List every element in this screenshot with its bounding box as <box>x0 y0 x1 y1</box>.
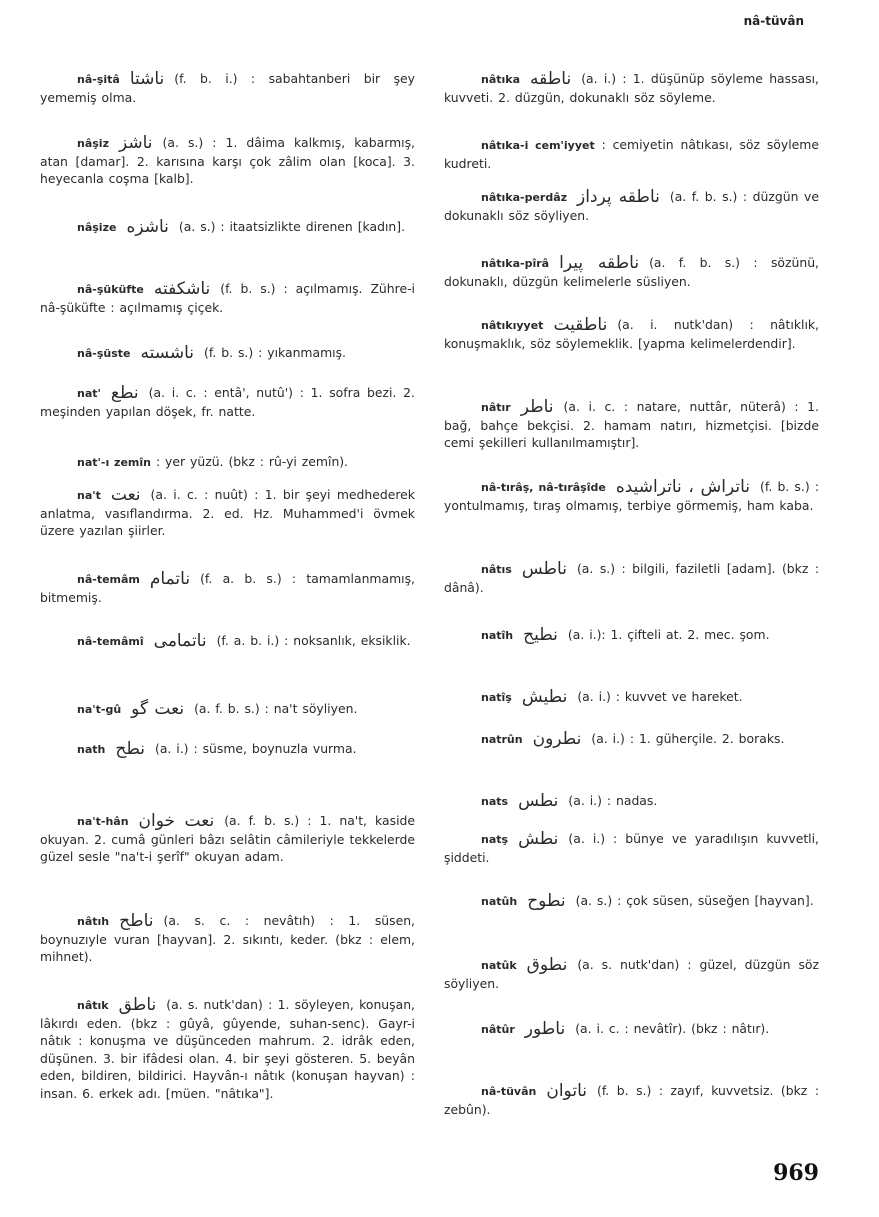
entry-headword: nâ-şüste <box>77 347 131 360</box>
entry-definition: (a. i.): 1. çifteli at. 2. mec. şom. <box>567 627 770 642</box>
entry-definition: (f. b. s.) : yıkanmamış. <box>204 345 346 360</box>
entry-headword: nat' <box>77 387 101 400</box>
dictionary-entry <box>444 830 819 866</box>
dictionary-entry <box>40 218 415 237</box>
entry-arabic: نطيش <box>521 687 568 707</box>
entry-definition: (a. i.) : 1. güherçile. 2. boraks. <box>591 731 785 746</box>
entry-arabic: ناطقه پيرا <box>559 253 640 273</box>
entry-definition: (f. a. b. s.) : tamamlanmamış, bitmemiş. <box>40 571 415 605</box>
dictionary-entry <box>40 486 415 540</box>
entry-headword: natûh <box>481 895 518 908</box>
entry-headword: natîş <box>481 691 512 704</box>
entry-definition: (f. b. s.) : zayıf, kuvvetsiz. (bkz : zebûn). <box>444 1083 819 1117</box>
entry-headword: nâtık <box>77 999 109 1012</box>
entry-arabic: ناطس <box>521 559 567 579</box>
dictionary-entry <box>40 632 415 651</box>
entry-headword: nâşiz <box>77 137 109 150</box>
dictionary-entry <box>40 280 415 316</box>
dictionary-entry <box>444 70 819 106</box>
entry-arabic: ناطح <box>119 911 154 931</box>
entry-definition: (a. s.) : 1. dâima kalkmış, kabarmış, atan [damar]. 2. karısına karşı çok zâlim olan [koca]. 3. heyecanla coşma [kalb]. <box>40 135 415 186</box>
entry-definition: (a. i.) : nadas. <box>568 793 658 808</box>
entry-headword: nat'-ı zemîn <box>77 456 151 469</box>
dictionary-entry <box>40 70 415 106</box>
entry-headword: nâ-temâm <box>77 573 140 586</box>
entry-definition: (a. s.) : itaatsizlikte direnen [kadın]. <box>178 219 406 234</box>
dictionary-entry <box>40 740 415 759</box>
dictionary-entry <box>40 384 415 420</box>
entry-definition: (a. s.) : bilgili, faziletli [adam]. (bkz : dânâ). <box>444 561 819 595</box>
entry-headword: nâtıka-perdâz <box>481 191 568 204</box>
entry-arabic: نطرون <box>532 729 582 749</box>
entry-arabic: ناشز <box>118 133 153 153</box>
dictionary-entry <box>444 626 819 645</box>
entry-headword: nâtıh <box>77 915 110 928</box>
entry-arabic: نطوق <box>526 955 568 975</box>
entry-definition: (a. i. c. : nevâtîr). (bkz : nâtır). <box>575 1021 770 1036</box>
entry-arabic: نطح <box>115 739 145 759</box>
dictionary-entry <box>444 398 819 452</box>
dictionary-entry <box>40 996 415 1102</box>
entry-arabic: نطوح <box>527 891 566 911</box>
dictionary-entry <box>444 792 819 811</box>
page-number: 969 <box>773 1160 819 1186</box>
entry-definition: (f. a. b. i.) : noksanlık, eksiklik. <box>216 633 411 648</box>
entry-headword: nâ-tüvân <box>481 1085 537 1098</box>
entry-arabic: نعت گو <box>131 699 185 719</box>
entry-arabic: ناتراش ، ناتراشيده <box>615 477 751 497</box>
entry-arabic: نطس <box>518 791 559 811</box>
dictionary-entry <box>444 136 819 172</box>
dictionary-entry <box>40 812 415 866</box>
dictionary-entry <box>40 570 415 606</box>
entry-headword: natîh <box>481 629 514 642</box>
entry-arabic: نطيح <box>523 625 558 645</box>
dictionary-entry <box>40 912 415 966</box>
entry-arabic: نطش <box>518 829 559 849</box>
running-header: nâ-tüvân <box>743 14 804 28</box>
entry-definition: (a. s. nutk'dan) : 1. söyleyen, konuşan, lâkırdı eden. (bkz : gûyâ, gûyende, suhan-senc). Gayr-i nâtık : konuşma ve düşünceden mahrum. 2. idrâk eden, düşünen. 3. bir ifâdesi olan. 4. bir şeyi gösteren. 5. beyân eden, bildiren, bildirici. Hayvân-ı nâtık (konuşan hayvan) : insan. 6. erkek adı. [müen. "nâtıka"]. <box>40 997 415 1101</box>
dictionary-entry <box>40 134 415 188</box>
entry-arabic: ناطقه پرداز <box>577 187 660 207</box>
entry-headword: nâşize <box>77 221 117 234</box>
entry-arabic: ناشکفته <box>153 279 211 299</box>
dictionary-entry <box>40 344 415 363</box>
entry-definition: (a. i. c. : entâ', nutû') : 1. sofra bezi. 2. meşinden yapılan döşek, fr. natte. <box>40 385 415 419</box>
entry-headword: nâ-temâmî <box>77 635 144 648</box>
dictionary-entry <box>40 700 415 719</box>
entry-definition: (a. f. b. s.) : sözünü, dokunaklı, düzgün kelimelerle süsliyen. <box>444 255 819 289</box>
entry-definition: (a. i.) : kuvvet ve hareket. <box>577 689 743 704</box>
entry-definition: (a. i. c. : natare, nuttâr, nüterâ) : 1. bağ, bahçe bekçisi. 2. hamam natırı, hizmetçisi. [bizde cemi şekilleri kullanılmamıştır]. <box>444 399 819 450</box>
entry-arabic: نطع <box>110 383 139 403</box>
entry-arabic: ناطقيت <box>553 315 608 335</box>
dictionary-entry <box>444 478 819 514</box>
dictionary-entry <box>444 956 819 992</box>
dictionary-entry <box>444 1020 819 1039</box>
entry-headword: na't <box>77 489 101 502</box>
entry-definition: (a. s. nutk'dan) : güzel, düzgün söz söyliyen. <box>444 957 819 991</box>
dictionary-entry <box>40 453 415 472</box>
entry-arabic: ناشزه <box>126 217 169 237</box>
entry-arabic: ناشسته <box>140 343 195 363</box>
entry-definition: (a. i.) : süsme, boynuzla vurma. <box>155 741 357 756</box>
entry-headword: nâtıkıyyet <box>481 319 544 332</box>
entry-headword: natûk <box>481 959 517 972</box>
entry-arabic: ناطور <box>524 1019 566 1039</box>
dictionary-entry <box>444 688 819 707</box>
dictionary-entry <box>444 316 819 352</box>
entry-arabic: ناطق <box>118 995 157 1015</box>
entry-headword: nâtûr <box>481 1023 515 1036</box>
dictionary-entry <box>444 730 819 749</box>
entry-headword: nâtıka-pîrâ <box>481 257 550 270</box>
entry-arabic: نعت خوان <box>138 811 215 831</box>
entry-definition: (a. i. nutk'dan) : nâtıklık, konuşmaklık, söz söylemeklik. [yapma kelimelerdendir]. <box>444 317 819 351</box>
dictionary-entry <box>444 254 819 290</box>
entry-definition: (f. b. s.) : yontulmamış, tıraş olmamış, terbiye görmemiş, ham kaba. <box>444 479 819 513</box>
entry-headword: nâ-tırâş, nâ-tırâşîde <box>481 481 606 494</box>
entry-headword: nâtır <box>481 401 511 414</box>
entry-definition: : yer yüzü. (bkz : rû-yi zemîn). <box>155 454 349 469</box>
entry-headword: nâtıka-i cem'iyyet <box>481 139 595 152</box>
entry-definition: (a. s. c. : nevâtıh) : 1. süsen, boynuzıyle vuran [hayvan]. 2. sıkıntı, keder. (bkz : elem, mihnet). <box>40 913 415 964</box>
entry-definition: : cemiyetin nâtıkası, söz söyleme kudreti. <box>444 137 819 171</box>
entry-definition: (a. f. b. s.) : düzgün ve dokunaklı söz söyliyen. <box>444 189 819 223</box>
entry-headword: na't-hân <box>77 815 129 828</box>
entry-definition: (a. i.) : bünye ve yaradılışın kuvvetli, şiddeti. <box>444 831 819 865</box>
entry-definition: (f. b. i.) : sabahtanberi bir şey yememiş olma. <box>40 71 415 105</box>
entry-definition: (a. f. b. s.) : na't söyliyen. <box>194 701 358 716</box>
entry-arabic: ناطقه <box>530 69 572 89</box>
entry-headword: natş <box>481 833 509 846</box>
dictionary-entry <box>444 892 819 911</box>
dictionary-entry <box>444 188 819 224</box>
entry-headword: natrûn <box>481 733 523 746</box>
entry-headword: nâ-şitâ <box>77 73 120 86</box>
entry-headword: nâtıka <box>481 73 521 86</box>
entry-arabic: نعت <box>110 485 141 505</box>
entry-headword: nats <box>481 795 509 808</box>
entry-arabic: ناطر <box>520 397 554 417</box>
entry-definition: (a. i. c. : nuût) : 1. bir şeyi medhederek anlatma, vasıflandırma. 2. ed. Hz. Muhammed'i övmek üzere yazılan şiirler. <box>40 487 415 538</box>
dictionary-entry <box>444 560 819 596</box>
entry-headword: nath <box>77 743 106 756</box>
entry-headword: na't-gû <box>77 703 122 716</box>
entry-headword: nâtıs <box>481 563 512 576</box>
dictionary-entry <box>444 1082 819 1118</box>
entry-arabic: ناتمام <box>149 569 191 589</box>
entry-definition: (a. s.) : çok süsen, süseğen [hayvan]. <box>575 893 814 908</box>
entry-definition: (a. i.) : 1. düşünüp söyleme hassası, kuvveti. 2. düzgün, dokunaklı söz söyleme. <box>444 71 819 105</box>
entry-arabic: ناتمامى <box>153 631 207 651</box>
entry-definition: (a. f. b. s.) : 1. na't, kaside okuyan. 2. cumâ günleri bâzı selâtin câmileriyle tekkelerde güzel sesle "na't-i şerîf" okuyan adam. <box>40 813 415 864</box>
entry-arabic: ناتوان <box>546 1081 587 1101</box>
entry-definition: (f. b. s.) : açılmamış. Zühre-i nâ-şüküfte : açılmamış çiçek. <box>40 281 415 315</box>
entry-headword: nâ-şüküfte <box>77 283 144 296</box>
entry-arabic: ناشتا <box>129 69 165 89</box>
